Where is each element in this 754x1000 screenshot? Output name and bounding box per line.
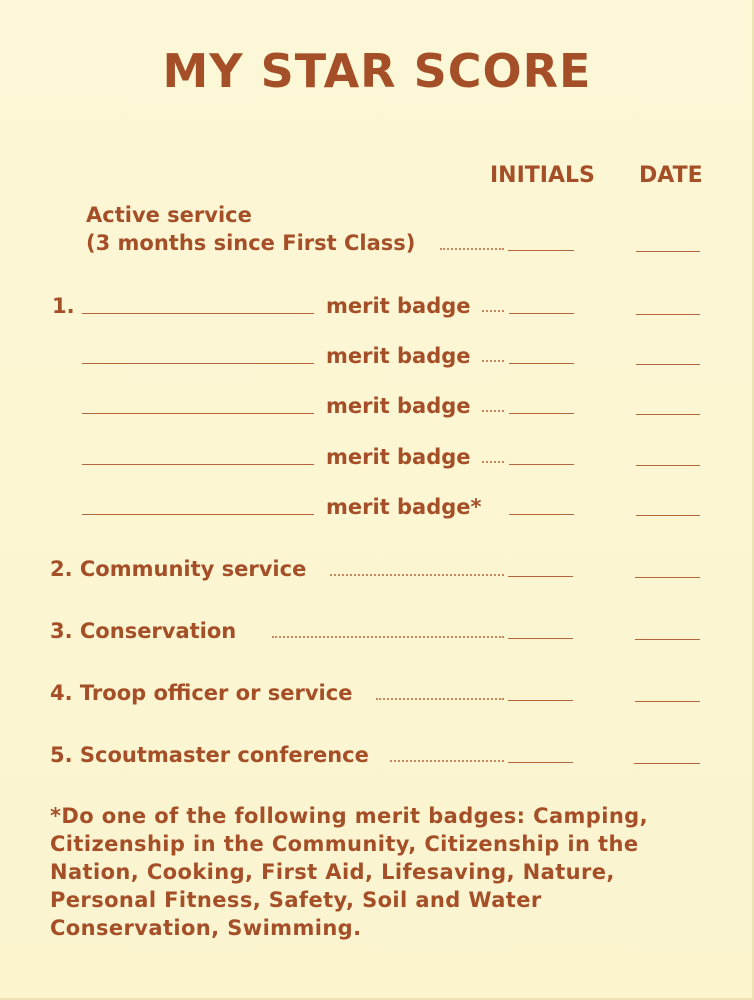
initials-field[interactable] xyxy=(509,363,574,364)
leader-dots xyxy=(482,457,504,463)
initials-column-header: INITIALS xyxy=(490,163,595,188)
item-number-1: 1. xyxy=(52,294,75,318)
troop-officer-label: 4. Troop officer or service xyxy=(50,681,353,705)
merit-badge-label: merit badge xyxy=(326,344,471,368)
initials-field[interactable] xyxy=(509,514,574,515)
page-title: MY STAR SCORE xyxy=(162,44,592,98)
leader-dots xyxy=(330,570,504,576)
date-field[interactable] xyxy=(636,364,700,365)
initials-field[interactable] xyxy=(509,413,574,414)
merit-badge-required-label: merit badge* xyxy=(326,495,482,519)
badge-name-field[interactable] xyxy=(82,464,314,465)
conservation-label: 3. Conservation xyxy=(50,619,237,643)
date-column-header: DATE xyxy=(639,163,703,188)
initials-field[interactable] xyxy=(508,638,573,639)
community-service-label: 2. Community service xyxy=(50,557,307,581)
initials-field[interactable] xyxy=(509,464,574,465)
leader-dots xyxy=(272,632,504,638)
date-field[interactable] xyxy=(634,763,700,764)
merit-badge-footnote: *Do one of the following merit badges: Camping, Citizenship in the Community, Citizenship in the Nation, Cooking, First Aid, Lifesaving, Nature, Personal Fitness, Safety, Soil and Water Conservation, Swimming. xyxy=(50,804,648,940)
date-field[interactable] xyxy=(635,639,700,640)
badge-name-field[interactable] xyxy=(82,413,314,414)
date-field[interactable] xyxy=(636,251,700,252)
merit-badge-label: merit badge xyxy=(326,445,471,469)
leader-dots xyxy=(482,356,504,362)
leader-dots xyxy=(482,406,504,412)
initials-field[interactable] xyxy=(508,576,573,577)
badge-name-field[interactable] xyxy=(82,313,314,314)
scoutmaster-conference-label: 5. Scoutmaster conference xyxy=(50,743,369,767)
date-field[interactable] xyxy=(635,701,700,702)
initials-field[interactable] xyxy=(508,762,573,763)
initials-field[interactable] xyxy=(508,700,573,701)
active-service-label: Active service xyxy=(86,203,252,227)
leader-dots xyxy=(440,244,504,250)
date-field[interactable] xyxy=(636,515,700,516)
initials-field[interactable] xyxy=(508,250,574,251)
merit-badge-label: merit badge xyxy=(326,394,471,418)
badge-name-field[interactable] xyxy=(82,363,314,364)
active-service-sublabel: (3 months since First Class) xyxy=(86,231,416,255)
initials-field[interactable] xyxy=(509,313,574,314)
date-field[interactable] xyxy=(636,414,700,415)
leader-dots xyxy=(390,756,504,762)
merit-badge-label: merit badge xyxy=(326,294,471,318)
date-field[interactable] xyxy=(636,465,700,466)
badge-name-field[interactable] xyxy=(82,514,314,515)
leader-dots xyxy=(482,306,504,312)
date-field[interactable] xyxy=(636,314,700,315)
date-field[interactable] xyxy=(635,577,700,578)
leader-dots xyxy=(376,694,504,700)
